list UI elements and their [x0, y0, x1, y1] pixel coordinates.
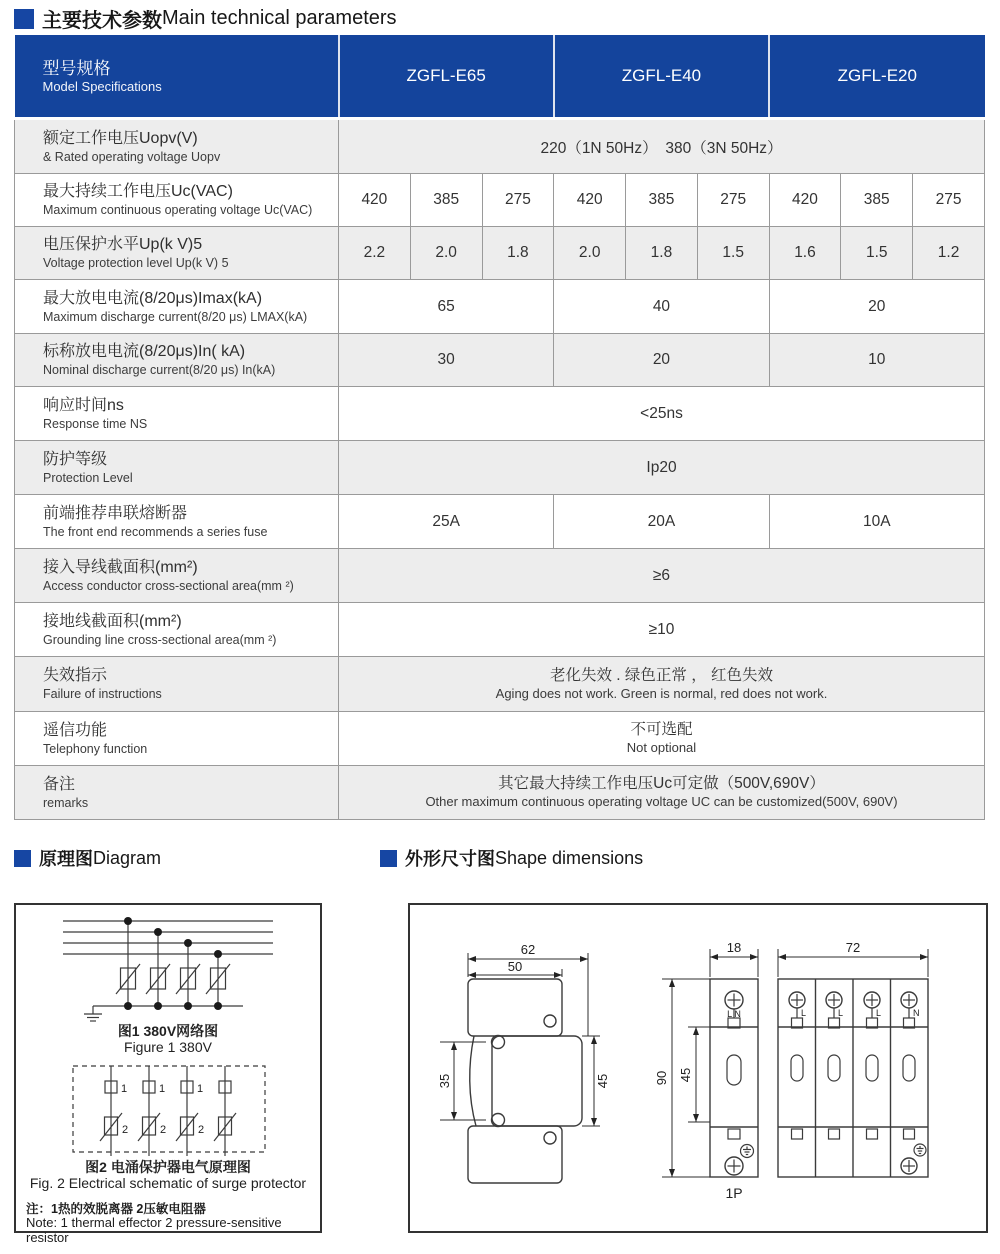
row-in	[15, 334, 985, 387]
row-remarks	[15, 766, 985, 820]
dim-18-label: 18	[726, 940, 742, 955]
header-label-en: Model Specifications	[42, 78, 162, 94]
row-label	[15, 334, 339, 387]
cell-value: 1.5	[697, 227, 769, 280]
parameters-table	[14, 35, 985, 820]
row-fuse	[15, 495, 985, 549]
row-label-en: The front end recommends a series fuse	[43, 524, 268, 539]
cell-value: 1.8	[482, 227, 554, 280]
row-label-zh: 响应时间ns	[43, 396, 124, 414]
diagram-section-title	[14, 845, 161, 871]
cell-value: 20A	[554, 495, 769, 549]
row-label	[15, 227, 339, 280]
row-uc	[15, 174, 985, 227]
cell-value-zh: 老化失效 . 绿色正常 ， 红色失效	[549, 666, 774, 684]
varistor-label: 2	[160, 1124, 167, 1136]
shape-dimensions-box	[408, 903, 988, 1233]
cell-value: 65	[339, 280, 554, 334]
cell-value: Ip20	[339, 441, 985, 495]
row-label	[15, 495, 339, 549]
row-label-en: Maximum discharge current(8/20 μs) LMAX(kA)	[43, 309, 308, 324]
cell-value: ≥6	[339, 549, 985, 603]
row-label	[15, 712, 339, 766]
row-label-en: Voltage protection level Up(k V) 5	[43, 256, 229, 271]
power-lines	[63, 921, 273, 954]
row-label-en: Nominal discharge current(8/20 μs) In(kA)	[43, 363, 276, 378]
cell-value: 1.6	[769, 227, 841, 280]
figure1-caption-en: Figure 1 380V	[124, 1039, 212, 1055]
main-section-title	[14, 4, 397, 33]
row-protection	[15, 441, 985, 495]
cell-value-zh: 不可选配	[630, 721, 693, 739]
row-label-zh: 接地线截面积(mm²)	[43, 612, 182, 630]
cell-value: 2.2	[339, 227, 411, 280]
row-label-en: Access conductor cross-sectional area(mm ²)	[43, 578, 294, 593]
row-label-en: Maximum continuous operating voltage Uc(VAC)	[43, 203, 313, 218]
cell-value: ≥10	[339, 603, 985, 657]
diagram-note-zh: 注：1热的效脱离器 2压敏电阻器	[26, 1202, 206, 1216]
row-access-area	[15, 549, 985, 603]
cell-value: 420	[339, 174, 411, 227]
thermal-label: 1	[159, 1083, 166, 1095]
cell-value: 420	[554, 174, 626, 227]
cell-value-en: Other maximum continuous operating voltage UC can be customized(500V, 690V)	[425, 794, 898, 809]
spd-branches	[100, 1066, 236, 1156]
dim-50-label: 50	[507, 959, 523, 974]
dim-62-label: 62	[520, 942, 536, 957]
header-model-e40: ZGFL-E40	[554, 35, 769, 119]
terminal-label: L	[838, 1008, 844, 1018]
row-label-en: Response time NS	[43, 416, 148, 431]
shape-title-en: Shape dimensions	[495, 847, 644, 868]
cell-value: 40	[554, 280, 769, 334]
terminal-label: N	[913, 1008, 920, 1018]
row-label-en: Telephony function	[43, 741, 148, 756]
cell-value-en: Not optional	[626, 740, 697, 755]
terminal-label: L	[876, 1008, 882, 1018]
cell-value: 385	[841, 174, 913, 227]
row-label-zh: 遥信功能	[43, 721, 108, 739]
main-title-zh: 主要技术参数	[42, 10, 162, 32]
thermal-label: 1	[197, 1083, 204, 1095]
row-up	[15, 227, 985, 280]
row-label-en: Grounding line cross-sectional area(mm ²)	[43, 632, 277, 647]
four-module-figure	[778, 940, 928, 1177]
row-label-en: remarks	[43, 795, 89, 810]
row-label-en: & Rated operating voltage Uopv	[43, 149, 221, 164]
shape-title-zh: 外形尺寸图	[405, 849, 495, 869]
row-label-zh: 标称放电电流(8/20μs)In( kA)	[43, 343, 246, 361]
header-label-zh: 型号规格	[42, 58, 111, 78]
row-label-zh: 防护等级	[43, 450, 108, 468]
row-telephony	[15, 712, 985, 766]
dim-45-side-label: 45	[595, 1073, 610, 1089]
row-label	[15, 280, 339, 334]
cell-value-zh: 其它最大持续工作电压Uc可定做（500V,690V）	[498, 775, 825, 793]
row-label	[15, 174, 339, 227]
cell-value: 2.0	[554, 227, 626, 280]
cell-value	[339, 657, 985, 712]
cell-value: 220（1N 50Hz） 380（3N 50Hz）	[339, 119, 985, 174]
header-model-e20: ZGFL-E20	[769, 35, 984, 119]
thermal-label: 1	[121, 1083, 128, 1095]
terminal-label: L	[801, 1008, 807, 1018]
network-circuit-figure	[43, 913, 293, 1023]
cell-value: 10	[769, 334, 984, 387]
row-label-zh: 额定工作电压Uopv(V)	[43, 129, 198, 147]
row-label-en: Failure of instructions	[43, 687, 162, 702]
row-label	[15, 766, 339, 820]
dimension-drawing	[410, 905, 986, 1231]
diagram-title-en: Diagram	[93, 847, 162, 868]
shape-section-title	[380, 845, 643, 871]
cell-value	[339, 766, 985, 820]
spd-schematic-figure	[43, 1063, 293, 1157]
pole-label: 1P	[725, 1185, 743, 1201]
cell-value: 420	[769, 174, 841, 227]
cell-value: 10A	[769, 495, 984, 549]
single-module-figure	[654, 940, 758, 1201]
section-bullet-icon	[380, 850, 397, 867]
cell-value-en: Aging does not work. Green is normal, red does not work.	[495, 685, 828, 701]
cell-value: 275	[913, 174, 985, 227]
varistor-label: 2	[198, 1124, 205, 1136]
figure1-caption-zh: 图1 380V网络图	[117, 1023, 219, 1039]
row-grounding-area	[15, 603, 985, 657]
cell-value: <25ns	[339, 387, 985, 441]
dim-72-label: 72	[845, 940, 861, 955]
row-label-zh: 备注	[43, 775, 76, 793]
section-bullet-icon	[14, 850, 31, 867]
table-header-row	[15, 35, 985, 119]
cell-value: 1.2	[913, 227, 985, 280]
diagram-note-en: Note: 1 thermal effector 2 pressure-sensitive resistor	[26, 1215, 282, 1245]
side-view-figure	[437, 942, 610, 1183]
row-label-zh: 最大持续工作电压Uc(VAC)	[43, 183, 233, 201]
dim-35-label: 35	[437, 1073, 452, 1089]
diagram-title-zh: 原理图	[39, 849, 93, 869]
row-response	[15, 387, 985, 441]
header-model-e65: ZGFL-E65	[339, 35, 554, 119]
cell-value: 275	[697, 174, 769, 227]
cell-value: 1.5	[841, 227, 913, 280]
cell-value: 20	[769, 280, 984, 334]
dim-45-mid-label: 45	[678, 1067, 693, 1083]
cell-value: 25A	[339, 495, 554, 549]
terminal-labels-1p: L N	[727, 1009, 741, 1019]
ground-bus	[84, 1002, 243, 1021]
cell-value: 275	[482, 174, 554, 227]
row-label-zh: 最大放电电流(8/20μs)Imax(kA)	[43, 289, 263, 307]
row-label-zh: 失效指示	[43, 667, 108, 685]
row-failure	[15, 657, 985, 712]
cell-value: 2.0	[410, 227, 482, 280]
section-bullet-icon	[14, 9, 34, 29]
cell-value: 30	[339, 334, 554, 387]
row-label	[15, 441, 339, 495]
varistor-branches	[116, 917, 230, 1006]
cell-value: 385	[410, 174, 482, 227]
row-label-en: Protection Level	[43, 470, 133, 485]
row-imax	[15, 280, 985, 334]
figure2-caption-en: Fig. 2 Electrical schematic of surge protector	[29, 1175, 307, 1191]
row-label	[15, 603, 339, 657]
dim-90-label: 90	[654, 1070, 669, 1086]
row-label-zh: 前端推荐串联熔断器	[43, 504, 188, 522]
cell-value	[339, 712, 985, 766]
main-title-en: Main technical parameters	[162, 7, 397, 29]
cell-value: 385	[626, 174, 698, 227]
row-label-zh: 接入导线截面积(mm²)	[43, 558, 198, 576]
varistor-label: 2	[122, 1124, 129, 1136]
figure2-caption-zh: 图2 电涌保护器电气原理图	[85, 1159, 251, 1175]
row-label-zh: 电压保护水平Up(k V)5	[43, 236, 203, 254]
row-uopv	[15, 119, 985, 174]
row-label	[15, 387, 339, 441]
row-label	[15, 657, 339, 712]
cell-value: 20	[554, 334, 769, 387]
row-label	[15, 119, 339, 174]
circuit-diagram-box	[14, 903, 322, 1245]
row-label	[15, 549, 339, 603]
cell-value: 1.8	[626, 227, 698, 280]
header-model-spec	[15, 35, 339, 119]
